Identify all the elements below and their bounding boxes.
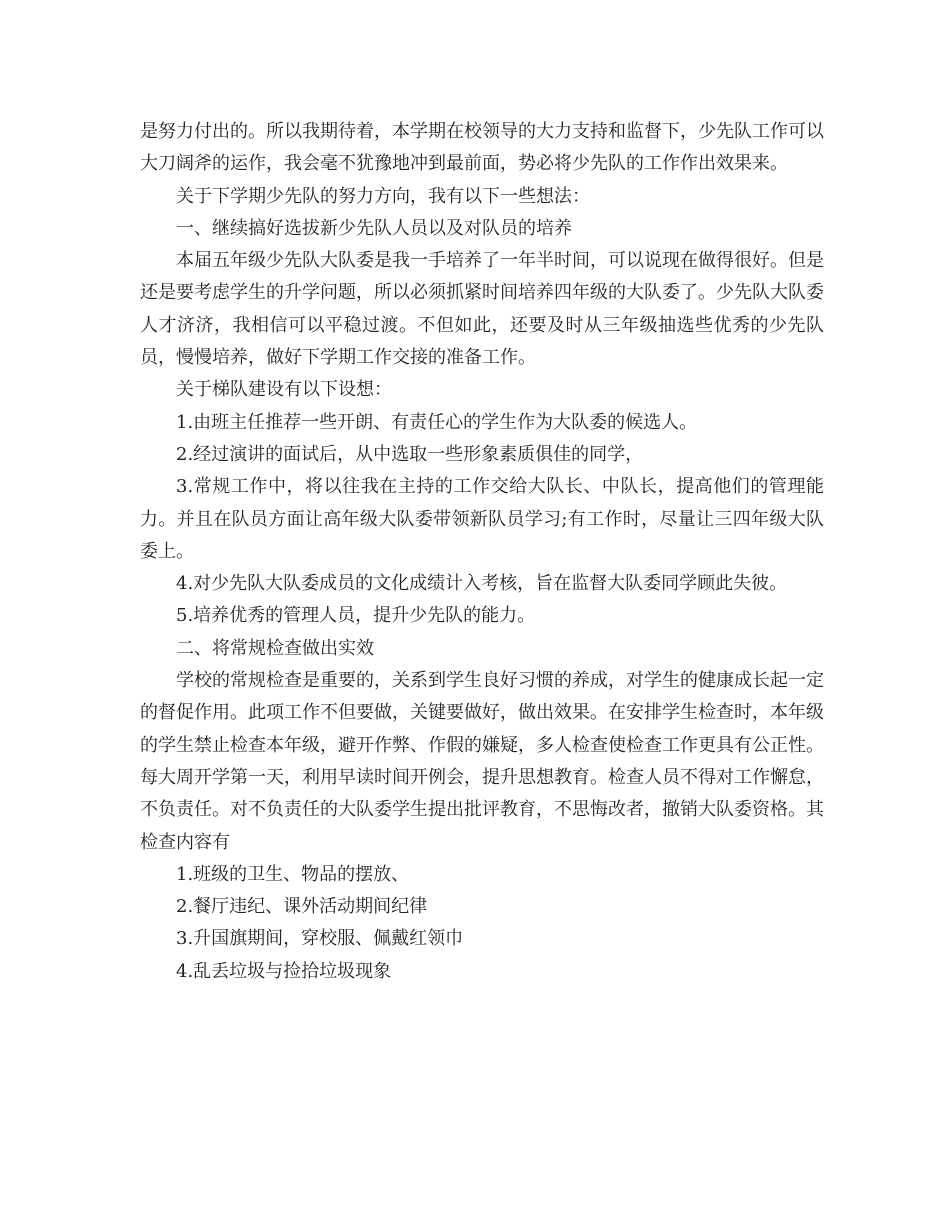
list-item: 3.常规工作中，将以往我在主持的工作交给大队长、中队长，提高他们的管理能力。并且在队员方面让高年级大队委带领新队员学习;有工作时，尽量让三四年级大队委上。	[140, 476, 824, 562]
section-heading: 一、继续搞好选拔新少先队人员以及对队员的培养	[176, 217, 572, 239]
list-item: 4.对少先队大队委成员的文化成绩计入考核，旨在监督大队委同学顾此失彼。	[176, 573, 788, 595]
body-paragraph: 学校的常规检查是重要的，关系到学生良好习惯的养成，对学生的健康成长起一定的督促作用。此项工作不但要做，关键要做好，做出效果。在安排学生检查时，本年级的学生禁止检查本年级，避开作弊、作假的嫌疑，多人检查使检查工作更具有公正性。每大周开学第一天，利用早读时间开例会，提升思想教育。检查人员不得对工作懈怠，不负责任。对不负责任的大队委学生提出批评教育，不思悔改者，撤销大队委资格。其检查内容有	[140, 670, 824, 853]
list-item: 5.培养优秀的管理人员，提升少先队的能力。	[176, 605, 536, 627]
body-paragraph: 关于梯队建设有以下设想：	[176, 379, 392, 401]
list-item: 3.升国旗期间，穿校服、佩戴红领巾	[176, 928, 464, 950]
list-item: 2.餐厅违纪、课外活动期间纪律	[176, 896, 428, 918]
document-body	[140, 116, 824, 988]
list-item: 1.由班主任推荐一些开朗、有责任心的学生作为大队委的候选人。	[176, 411, 698, 433]
body-paragraph: 关于下学期少先队的努力方向，我有以下一些想法：	[176, 185, 590, 207]
body-paragraph: 是努力付出的。所以我期待着，本学期在校领导的大力支持和监督下，少先队工作可以大刀阔斧的运作，我会毫不犹豫地冲到最前面，势必将少先队的工作作出效果来。	[140, 121, 824, 175]
list-item: 1.班级的卫生、物品的摆放、	[176, 863, 410, 885]
list-item: 2.经过演讲的面试后，从中选取一些形象素质俱佳的同学，	[176, 443, 644, 465]
list-item: 4.乱丢垃圾与捡拾垃圾现象	[176, 960, 392, 982]
body-paragraph: 本届五年级少先队大队委是我一手培养了一年半时间，可以说现在做得很好。但是还是要考虑学生的升学问题，所以必须抓紧时间培养四年级的大队委了。少先队大队委人才济济，我相信可以平稳过渡。不但如此，还要及时从三年级抽选些优秀的少先队员，慢慢培养，做好下学期工作交接的准备工作。	[140, 250, 824, 369]
section-heading: 二、将常规检查做出实效	[176, 637, 374, 659]
